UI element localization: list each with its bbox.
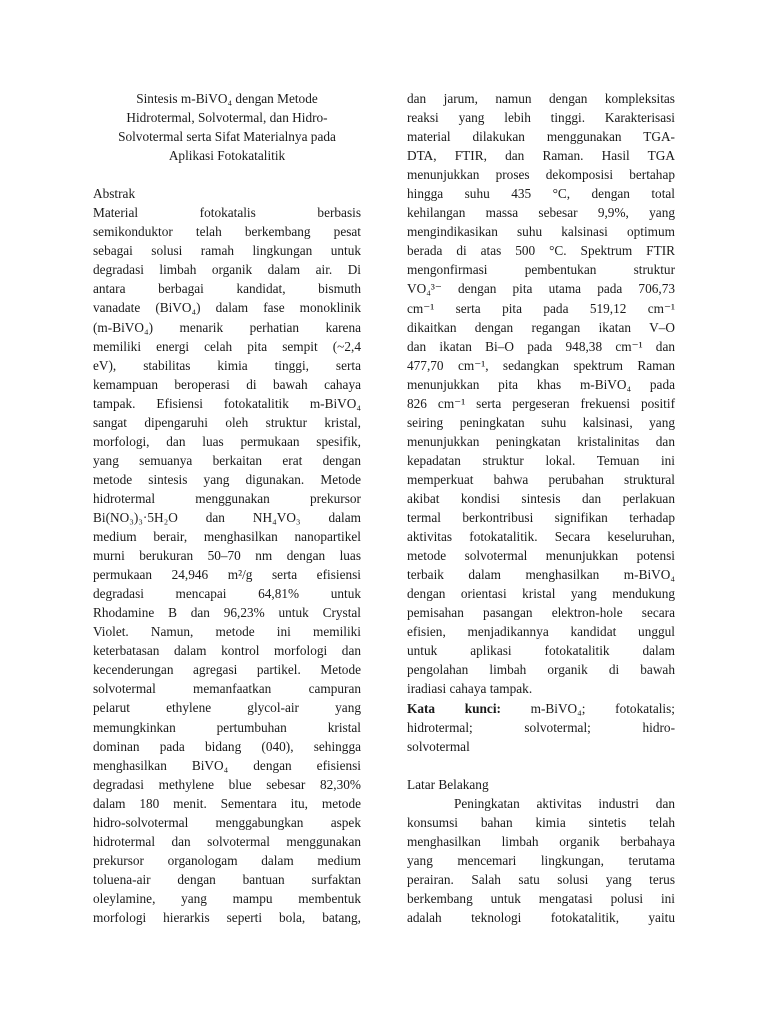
abstract-line: morfologi, dan luas permukaan spesifik, <box>93 433 361 449</box>
abstract-line: pemisahan pasangan elektron-hole secara <box>407 605 675 621</box>
abstract-line: hidrotermal menggunakan prekursor <box>93 490 361 506</box>
abstract-line: permukaan 24,946 m²/g serta efisiensi <box>93 567 361 583</box>
abstract-line: metode sintesis yang digunakan. Metode <box>93 471 361 487</box>
abstract-line: terbaik dalam menghasilkan m-BiVO₄ <box>407 567 675 583</box>
abstract-line: toluena-air dengan bantuan surfaktan <box>93 871 361 887</box>
abstract-text-right <box>407 89 675 699</box>
section-gap <box>407 756 675 775</box>
abstract-line: degradasi mencapai 64,81% untuk <box>93 586 361 602</box>
abstract-line: dan ikatan Bi–O pada 948,38 cm⁻¹ dan <box>407 338 675 354</box>
background-text <box>407 794 675 927</box>
paper-title <box>93 89 361 165</box>
keywords <box>407 699 675 756</box>
abstract-line: dalam 180 menit. Sementara itu, metode <box>93 795 361 811</box>
abstract-line: degradasi limbah organik dalam air. Di <box>93 262 361 278</box>
title-line: Sintesis m-BiVO₄ dengan Metode <box>136 91 318 106</box>
abstract-line: oleylamine, yang mampu membentuk <box>93 890 361 906</box>
abstract-line: Violet. Namun, metode ini memiliki <box>93 624 361 640</box>
abstract-line: cm⁻¹ serta pita pada 519,12 cm⁻¹ <box>407 300 675 316</box>
abstract-line: VO₄³⁻ dengan pita utama pada 706,73 <box>407 281 675 297</box>
abstract-line: (m-BiVO₄) menarik perhatian karena <box>93 319 361 335</box>
background-line: Peningkatan aktivitas industri dan <box>454 795 675 811</box>
keywords-line: hidrotermal; solvotermal; hidro- <box>407 719 675 735</box>
abstract-heading: Abstrak <box>93 186 136 202</box>
abstract-text-left <box>93 203 361 927</box>
abstract-line: memiliki energi celah pita sempit (~2,4 <box>93 338 361 354</box>
abstract-line: dan jarum, namun dengan kompleksitas <box>407 91 675 106</box>
abstract-line: solvotermal memanfaatkan campuran <box>93 681 361 697</box>
background-heading: Latar Belakang <box>407 776 489 792</box>
abstract-line: menunjukkan peningkatan kristalinitas dan <box>407 433 675 449</box>
background-line: adalah teknologi fotokatalitik, yaitu <box>407 910 675 926</box>
abstract-line: DTA, FTIR, dan Raman. Hasil TGA <box>407 148 675 164</box>
abstract-line: pelarut ethylene glycol-air yang <box>93 700 361 716</box>
abstract-line: mengindikasikan suhu kalsinasi optimum <box>407 224 675 240</box>
abstract-line: iradiasi cahaya tampak. <box>407 681 533 697</box>
abstract-line: sebagai solusi ramah lingkungan untuk <box>93 243 361 259</box>
abstract-line: hidro-solvotermal menggabungkan aspek <box>93 814 361 830</box>
abstract-line: antara berbagai kandidat, bismuth <box>93 281 361 297</box>
abstract-line: mengonfirmasi pembentukan struktur <box>407 262 675 278</box>
abstract-line: memperkuat bahwa perubahan struktural <box>407 471 675 487</box>
background-line: perairan. Salah satu solusi yang terus <box>407 871 675 887</box>
abstract-line: pengolahan limbah organik di bawah <box>407 662 675 678</box>
abstract-line: Rhodamine B dan 96,23% untuk Crystal <box>93 605 361 621</box>
abstract-line: tampak. Efisiensi fotokatalitik m-BiVO₄ <box>93 395 361 411</box>
background-line: berkembang untuk mengatasi polusi ini <box>407 890 675 906</box>
abstract-line: termal berkontribusi signifikan terhadap <box>407 510 675 526</box>
abstract-line: sangat dipengaruhi oleh struktur kristal, <box>93 414 361 430</box>
abstract-line: yang semuanya berkaitan erat dengan <box>93 452 361 468</box>
abstract-line: menunjukkan proses dekomposisi bertahap <box>407 167 675 183</box>
abstract-line: morfologi hierarkis seperti bola, batang, <box>93 909 361 925</box>
abstract-line: berada di atas 500 °C. Spektrum FTIR <box>407 243 675 259</box>
abstract-line: dominan pada bidang (040), sehingga <box>93 738 361 754</box>
background-line: yang mencemari lingkungan, terutama <box>407 852 675 868</box>
abstract-line: material dilakukan menggunakan TGA- <box>407 129 675 145</box>
title-line: Aplikasi Fotokatalitik <box>168 148 286 164</box>
abstract-line: seiring peningkatan suhu kalsinasi, yang <box>407 414 675 430</box>
abstract-line: prekursor organologam dalam medium <box>93 852 361 868</box>
abstract-line: kehilangan massa sebesar 9,9%, yang <box>407 205 675 221</box>
abstract-line: menghasilkan BiVO₄ dengan efisiensi <box>93 757 361 773</box>
title-line: Solvotermal serta Sifat Materialnya pada <box>118 129 336 145</box>
background-line: konsumsi bahan kimia sintetis telah <box>407 814 675 830</box>
abstract-line: untuk aplikasi fotokatalitik dalam <box>407 643 675 659</box>
abstract-line: kemampuan beroperasi di bawah cahaya <box>93 376 361 392</box>
abstract-line: hidrotermal dan solvotermal menggunakan <box>93 833 361 849</box>
keywords-line <box>407 699 675 718</box>
abstract-line: Material fotokatalis berbasis <box>93 205 361 221</box>
abstract-line: metode solvotermal menunjukkan potensi <box>407 548 675 564</box>
abstract-line: dengan orientasi kristal yang mendukung <box>407 586 675 602</box>
abstract-line: 477,70 cm⁻¹, sedangkan spektrum Raman <box>407 357 675 373</box>
abstract-line: akibat kondisi sintesis dan perlakuan <box>407 490 675 506</box>
abstract-line: kepadatan struktur lokal. Temuan ini <box>407 452 675 468</box>
abstract-line: degradasi methylene blue sebesar 82,30% <box>93 776 361 792</box>
keywords-label: Kata kunci: <box>407 700 501 716</box>
abstract-line: memungkinkan pertumbuhan kristal <box>93 719 361 735</box>
keywords-line: solvotermal <box>407 738 470 754</box>
abstract-line: eV), stabilitas kimia tinggi, serta <box>93 357 361 373</box>
abstract-line: vanadate (BiVO₄) dalam fase monoklinik <box>93 300 361 316</box>
abstract-line: semikonduktor telah berkembang pesat <box>93 224 361 240</box>
title-line: Hidrotermal, Solvotermal, dan Hidro- <box>126 110 328 126</box>
abstract-line: efisien, menjadikannya kandidat unggul <box>407 624 675 640</box>
abstract-line: murni berukuran 50–70 nm dengan luas <box>93 548 361 564</box>
abstract-line: Bi(NO₃)₃·5H₂O dan NH₄VO₃ dalam <box>93 509 361 525</box>
abstract-line: keterbatasan dalam kontrol morfologi dan <box>93 643 361 659</box>
abstract-line: reaksi yang lebih tinggi. Karakterisasi <box>407 110 675 126</box>
left-column <box>93 89 361 927</box>
right-column <box>407 89 675 927</box>
abstract-line: menunjukkan pita khas m-BiVO₄ pada <box>407 376 675 392</box>
keywords-text: m-BiVO₄; fotokatalis; <box>530 700 675 716</box>
abstract-line: aktivitas fotokatalitik. Secara keseluruhan, <box>407 529 675 545</box>
abstract-line: hingga suhu 435 °C, dengan total <box>407 186 675 202</box>
abstract-line: medium berair, menghasilkan nanopartikel <box>93 529 361 545</box>
abstract-line: 826 cm⁻¹ serta pergeseran frekuensi positif <box>407 395 675 411</box>
abstract-line: kecenderungan agregasi partikel. Metode <box>93 662 361 678</box>
abstract-line: dikaitkan dengan regangan ikatan V–O <box>407 319 675 335</box>
background-line: menghasilkan limbah organik berbahaya <box>407 833 675 849</box>
